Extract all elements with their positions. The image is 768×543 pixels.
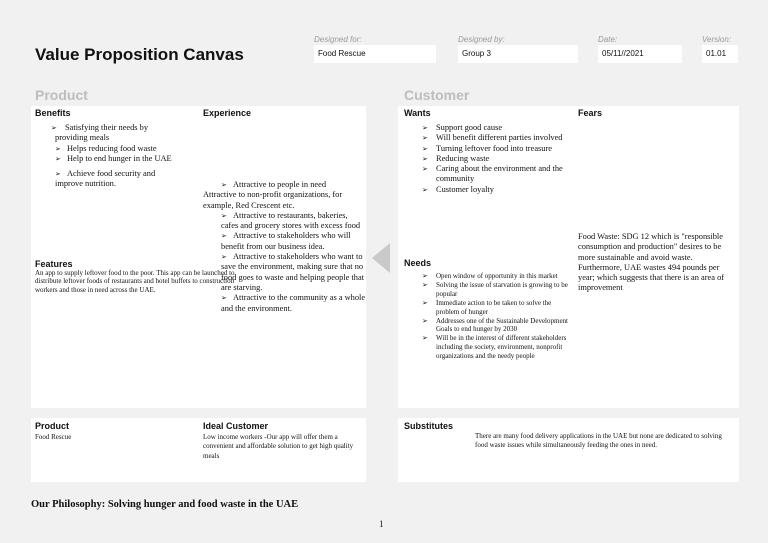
experience-item: ➢ Attractive to the community as a whole and the environment.	[221, 293, 366, 313]
list-item: ➢ Reducing waste	[422, 153, 490, 163]
arrow-bullet-icon: ➢	[221, 232, 227, 241]
experience-title: Experience	[203, 108, 252, 118]
benefit-item: ➢ Achieve food security and improve nutrition.	[55, 169, 156, 189]
list-item: ➢ Addresses one of the Sustainable Development Goals to end hunger by 2030	[422, 316, 568, 334]
arrow-bullet-icon: ➢	[422, 298, 428, 307]
experience-item: ➢ Attractive to stakeholders who want to save the environment, making sure that no food goes to waste and helping people that are starving.	[221, 252, 365, 292]
philosophy-statement: Our Philosophy: Solving hunger and food waste in the UAE	[31, 499, 299, 510]
arrow-bullet-icon: ➢	[221, 211, 227, 220]
date-field[interactable]: 05/11//2021	[598, 45, 682, 63]
arrow-bullet-icon: ➢	[55, 144, 61, 153]
experience-item: Attractive to non-profit organizations, for example, Red Crescent etc.	[203, 190, 343, 210]
triangle-left-icon	[372, 243, 390, 273]
arrow-bullet-icon: ➢	[51, 124, 57, 132]
benefit-item: ➢ Help to end hunger in the UAE	[55, 153, 172, 163]
arrow-bullet-icon: ➢	[422, 124, 428, 132]
arrow-bullet-icon: ➢	[221, 294, 227, 303]
list-item: ➢ Turning leftover food into treasure	[422, 143, 552, 153]
needs-list	[422, 272, 568, 361]
customer-section-heading: Customer	[404, 87, 470, 103]
arrow-bullet-icon: ➢	[422, 154, 428, 163]
arrow-bullet-icon: ➢	[221, 181, 227, 189]
product-section-heading: Product	[35, 87, 88, 103]
designed-for-label: Designed for:	[314, 35, 362, 44]
arrow-bullet-icon: ➢	[422, 280, 428, 289]
arrow-bullet-icon: ➢	[221, 253, 227, 262]
page-title: Value Proposition Canvas	[35, 45, 244, 64]
needs-title: Needs	[404, 258, 432, 268]
experience-item: ➢ Attractive to stakeholders who will benefit from our business idea.	[221, 231, 351, 251]
list-item: ➢ Solving the issue of starvation is growing to be popular	[422, 280, 568, 298]
arrow-bullet-icon: ➢	[422, 185, 428, 194]
benefit-item: ➢ Satisfying their needs by providing meals	[51, 123, 149, 143]
experience-item: ➢ Attractive to restaurants, bakeries, cafes and grocery stores with excess food	[221, 210, 361, 231]
list-item: ➢ Caring about the environment and the community	[422, 164, 563, 184]
benefits-text	[35, 123, 175, 190]
bottom-product-text: Food Rescue	[35, 433, 72, 441]
substitutes-title: Substitutes	[404, 421, 454, 431]
benefits-title: Benefits	[35, 108, 71, 118]
designed-by-field[interactable]: Group 3	[458, 45, 578, 63]
designed-by-label: Designed by:	[458, 35, 505, 44]
ideal-customer-text: Low income workers -Our app will offer them a convenient and affordable solution to get high quality meals	[203, 433, 354, 460]
arrow-bullet-icon: ➢	[422, 134, 428, 143]
arrow-bullet-icon: ➢	[422, 144, 428, 153]
list-item: ➢ Support good cause	[422, 123, 503, 132]
experience-item: ➢ Attractive to people in need	[221, 180, 327, 189]
ideal-customer-title: Ideal Customer	[203, 421, 269, 431]
features-text: An app to supply leftover food to the poor. This app can be launched to distribute leftover foods of restaurants and hotel buffets to construction workers and those in need across the UAE.	[35, 269, 235, 294]
fears-title: Fears	[578, 108, 603, 118]
arrow-bullet-icon: ➢	[422, 334, 428, 343]
arrow-bullet-icon: ➢	[55, 154, 61, 163]
page-number: 1	[379, 519, 384, 529]
list-item: ➢ Will be in the interest of different stakeholders including the society, environment, nonprofit organizations and the needy people	[422, 334, 567, 361]
list-item: ➢ Immediate action to be taken to solve the problem of hunger	[422, 298, 552, 316]
version-label: Version:	[702, 35, 732, 44]
arrow-bullet-icon: ➢	[422, 272, 428, 280]
wants-list	[422, 123, 574, 195]
list-item: ➢ Open window of opportunity in this market	[422, 272, 558, 280]
benefit-item: ➢ Helps reducing food waste	[55, 143, 157, 153]
arrow-bullet-icon: ➢	[422, 165, 428, 174]
version-field[interactable]: 01.01	[702, 45, 738, 63]
wants-title: Wants	[404, 108, 431, 118]
list-item: ➢ Will benefit different parties involved	[422, 133, 563, 143]
designed-for-field[interactable]: Food Rescue	[314, 45, 436, 63]
date-label: Date:	[598, 35, 618, 44]
arrow-bullet-icon: ➢	[422, 316, 428, 325]
substitutes-text: There are many food delivery applications in the UAE but none are dedicated to solving food waste issues while simultaneously feeding the ones in need.	[475, 432, 722, 450]
list-item: ➢ Customer loyalty	[422, 184, 494, 194]
arrow-bullet-icon: ➢	[55, 170, 61, 179]
features-title: Features	[35, 259, 73, 269]
fears-text: Food Waste: SDG 12 which is "responsible consumption and production" desires to be more sustainable and avoid waste. Furthermore, UAE wastes 494 pounds per year; which suggests that there is an area of improvement	[578, 232, 725, 293]
bottom-product-title: Product	[35, 421, 70, 431]
